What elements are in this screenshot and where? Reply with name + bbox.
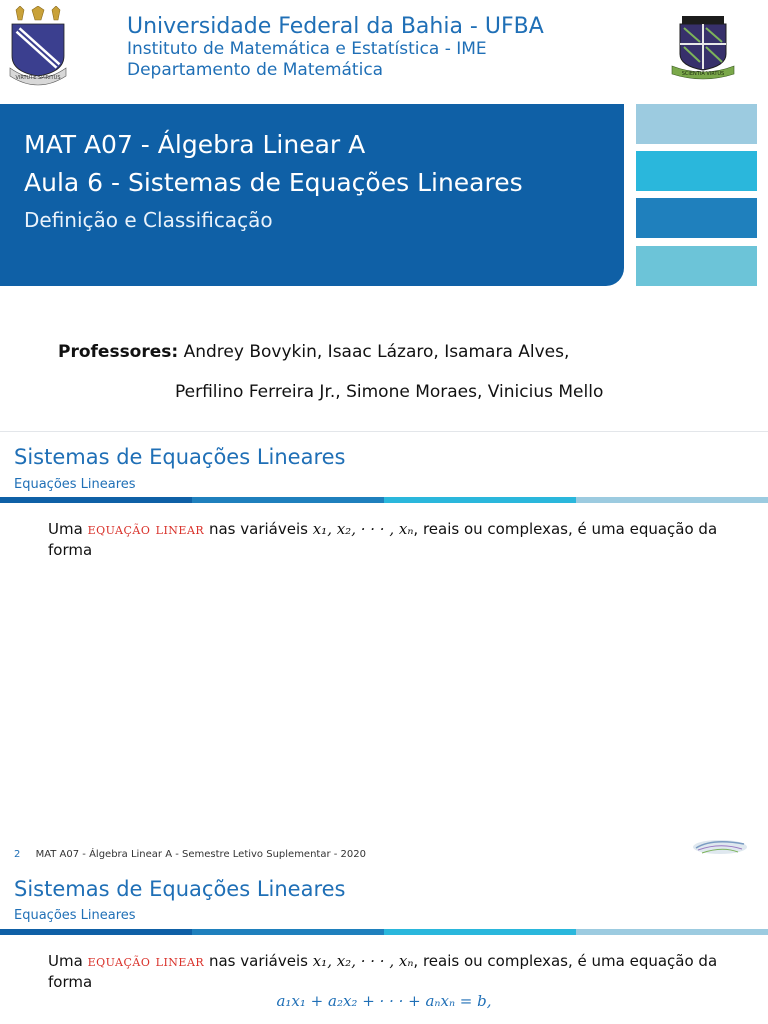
term-highlight: equação linear bbox=[87, 520, 205, 538]
lecture-title: Aula 6 - Sistemas de Equações Lineares bbox=[24, 168, 523, 197]
side-color-block bbox=[636, 198, 757, 238]
institute-name: Instituto de Matemática e Estatística - IME bbox=[127, 39, 487, 59]
side-color-block bbox=[636, 104, 757, 144]
frame-title: Sistemas de Equações Lineares bbox=[14, 877, 346, 901]
frame-subtitle: Equações Lineares bbox=[14, 908, 136, 923]
variables: x₁, x₂, · · · , xₙ bbox=[312, 520, 414, 538]
footer-text: MAT A07 - Álgebra Linear A - Semestre Letivo Suplementar - 2020 bbox=[35, 849, 367, 860]
frame-title: Sistemas de Equações Lineares bbox=[14, 445, 346, 469]
definition-text: Uma equação linear nas variáveis x₁, x₂, · · · , xₙ, reais ou complexas, é uma equação da forma bbox=[48, 520, 718, 559]
term-highlight: equação linear bbox=[87, 952, 205, 970]
ime-logo-motto: SCIENTIA VIRTUS bbox=[681, 71, 725, 77]
frame-subtitle: Equações Lineares bbox=[14, 477, 136, 492]
university-name: Universidade Federal da Bahia - UFBA bbox=[127, 14, 544, 39]
side-color-block bbox=[636, 151, 757, 191]
department-name: Departamento de Matemática bbox=[127, 60, 384, 80]
footer bbox=[14, 849, 366, 860]
word-cloud-logo bbox=[692, 834, 748, 864]
definition-text: Uma equação linear nas variáveis x₁, x₂, · · · , xₙ, reais ou complexas, é uma equação da forma bbox=[48, 952, 718, 991]
ufba-logo bbox=[6, 6, 70, 96]
variables: x₁, x₂, · · · , xₙ bbox=[312, 952, 414, 970]
ime-logo bbox=[670, 14, 736, 84]
ufba-logo-motto: VIRTUTE SPIRITUS bbox=[15, 75, 61, 81]
side-color-block bbox=[636, 246, 757, 286]
professors-label: Professores: bbox=[58, 342, 179, 362]
professors-names-1: Andrey Bovykin, Isaac Lázaro, Isamara Alves, bbox=[183, 342, 570, 362]
slide-divider bbox=[0, 431, 768, 432]
linear-equation: a₁x₁ + a₂x₂ + · · · + aₙxₙ = b, bbox=[276, 992, 492, 1010]
page-number: 2 bbox=[14, 849, 21, 860]
color-bar bbox=[0, 497, 768, 503]
professors-row-1 bbox=[58, 342, 569, 362]
course-title: MAT A07 - Álgebra Linear A bbox=[24, 130, 366, 159]
color-bar bbox=[0, 929, 768, 935]
lecture-subtitle: Definição e Classificação bbox=[24, 208, 273, 232]
professors-names-2: Perfilino Ferreira Jr., Simone Moraes, Vinicius Mello bbox=[175, 382, 604, 402]
